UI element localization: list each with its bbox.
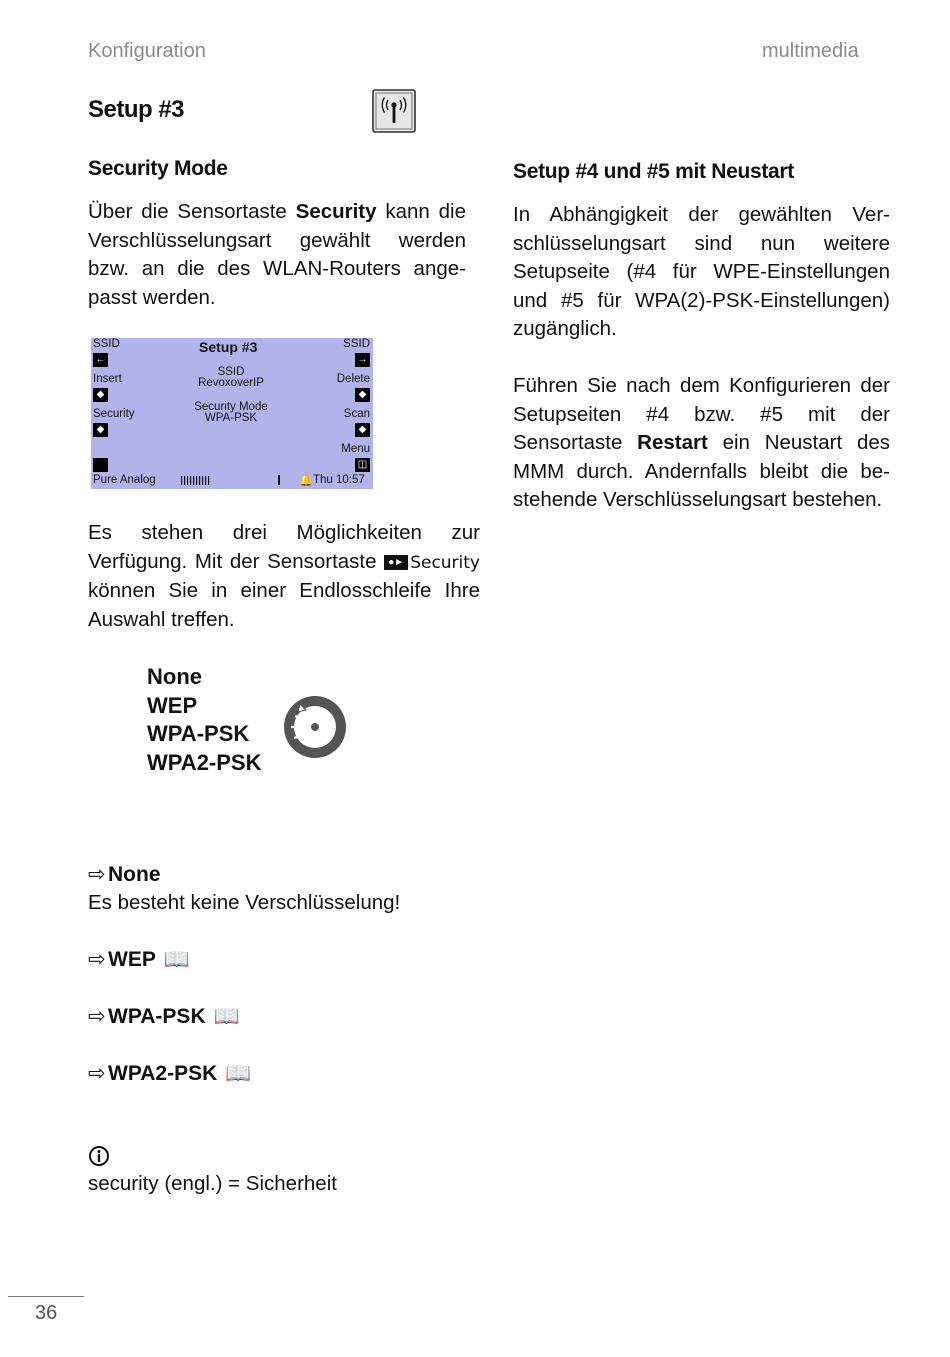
list-item: WPA2-PSK bbox=[147, 749, 262, 775]
device-screen bbox=[91, 338, 373, 489]
arrow-right-icon: ⇨ bbox=[88, 1005, 106, 1028]
list-item: WEP bbox=[147, 692, 198, 718]
arrow-right-icon: ⇨ bbox=[88, 863, 106, 886]
book-icon: 📖 bbox=[163, 948, 190, 971]
screen-insert-label: Insert bbox=[93, 373, 122, 385]
screen-security-button[interactable]: ◆ bbox=[93, 423, 108, 437]
arrow-right-icon: ⇨ bbox=[88, 948, 106, 971]
screen-left-arrow-button[interactable]: ← bbox=[93, 353, 108, 367]
setup-4-5-paragraph-1: In Abhängigkeit der gewählten Ver-schlüsselungsart sind nun weitere Setupseite (#4 für WPE-Einstellungen und #5 für WPA(2)-PSK-Einstellungen) zugänglich. bbox=[513, 203, 890, 341]
running-header-right: multimedia bbox=[762, 40, 859, 62]
intro-paragraph: Über die Sensortaste Security kann die Verschlüsselungsart gewählt werden bzw. an die des WLAN-Routers ange-passt werden. bbox=[88, 200, 466, 309]
option-none-description: Es besteht keine Verschlüsselung! bbox=[88, 891, 401, 914]
book-icon: 📖 bbox=[213, 1005, 240, 1028]
screen-menu-label: Menu bbox=[341, 443, 370, 455]
screen-scan-label: Scan bbox=[343, 408, 370, 420]
security-options-list bbox=[147, 663, 262, 777]
screen-bottom-left-button[interactable] bbox=[93, 458, 108, 472]
screen-status-time: Thu 10:57 bbox=[313, 474, 365, 486]
info-icon bbox=[88, 1145, 110, 1172]
screen-center-mode-label: Security Mode bbox=[194, 401, 268, 413]
rotary-knob-icon bbox=[282, 694, 348, 765]
screen-status-source: Pure Analog bbox=[93, 474, 156, 486]
info-note: security (engl.) = Sicherheit bbox=[88, 1172, 337, 1195]
screen-ssid-left-label: SSID bbox=[93, 338, 120, 350]
option-wep: ⇨ WEP 📖 bbox=[88, 948, 190, 971]
security-keyword: Security bbox=[295, 200, 377, 223]
option-wpa-psk: ⇨ WPA-PSK 📖 bbox=[88, 1005, 240, 1028]
screen-delete-button[interactable]: ◆ bbox=[355, 388, 370, 402]
screen-menu-button[interactable]: ◫ bbox=[355, 458, 370, 472]
choices-paragraph: Es stehen drei Möglichkeiten zur Verfügung. Mit der Sensortaste ●► Security können Sie in einer Endlosschleife Ihre Auswahl treffen. bbox=[88, 521, 480, 631]
book-icon: 📖 bbox=[225, 1062, 252, 1085]
screen-scan-button[interactable]: ◆ bbox=[355, 423, 370, 437]
setup-4-5-paragraph-2: Führen Sie nach dem Konfigurieren der Setupseiten #4 bzw. #5 mit der Sensortaste Restart ein Neustart des MMM durch. Andernfalls bleibt die be-stehende Verschlüsselungsart bestehen. bbox=[513, 374, 890, 512]
screen-center-ssid-label: SSID bbox=[217, 366, 245, 378]
section-title: Setup #3 bbox=[88, 96, 185, 123]
screen-volume-marker bbox=[278, 475, 280, 485]
screen-ssid-right-label: SSID bbox=[343, 338, 370, 350]
screen-title: Setup #3 bbox=[199, 339, 258, 355]
security-key-chip: ●► bbox=[384, 548, 408, 577]
arrow-right-icon: ⇨ bbox=[88, 1062, 106, 1085]
screen-security-label: Security bbox=[93, 408, 135, 420]
list-item: WPA-PSK bbox=[147, 721, 250, 747]
wifi-icon bbox=[372, 89, 416, 133]
screen-center-mode-value: WPA-PSK bbox=[204, 412, 258, 424]
screen-right-arrow-button[interactable]: → bbox=[355, 353, 370, 367]
setup-4-5-heading: Setup #4 und #5 mit Neustart bbox=[513, 160, 794, 183]
bell-icon: 🔔 bbox=[299, 475, 314, 487]
restart-keyword: Restart bbox=[637, 431, 708, 455]
screen-level-meter-icon bbox=[181, 476, 213, 485]
running-header-left: Konfiguration bbox=[88, 40, 206, 62]
screen-delete-label: Delete bbox=[336, 373, 370, 385]
screen-insert-button[interactable]: ◆ bbox=[93, 388, 108, 402]
list-item: None bbox=[147, 664, 202, 689]
option-wpa2-psk: ⇨ WPA2-PSK 📖 bbox=[88, 1062, 252, 1085]
screen-center-ssid-value: RevoxoverIP bbox=[198, 377, 264, 389]
page-number: 36 bbox=[35, 1302, 58, 1324]
footer-rule bbox=[8, 1296, 84, 1297]
security-mode-heading: Security Mode bbox=[88, 157, 228, 180]
option-none: ⇨ None bbox=[88, 863, 161, 886]
